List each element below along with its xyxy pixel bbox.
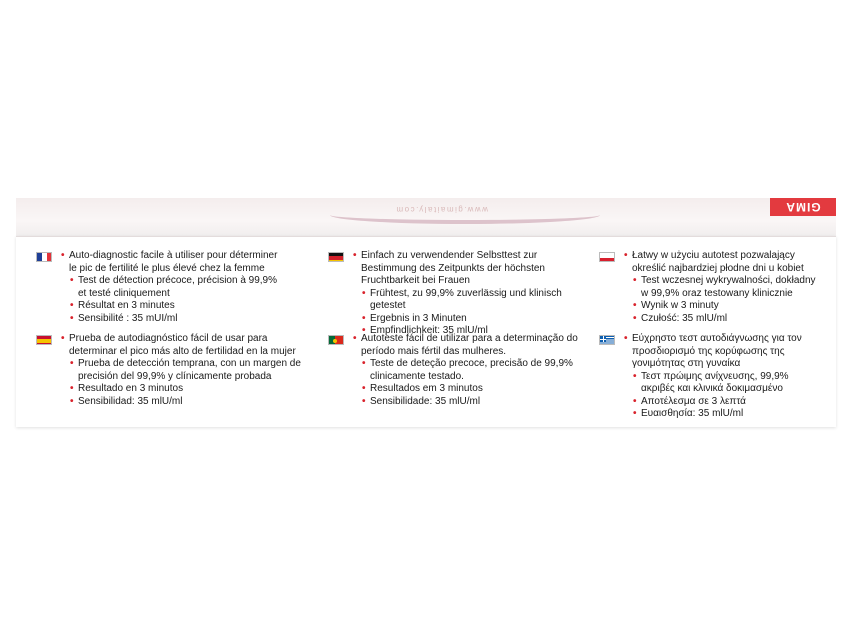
description-text: • Εύχρηστο τεστ αυτοδιάγνωσης για τον προσδιορισμό της κορύφωσης της γονιμότητας στη γυναίκα xyxy=(625,333,824,371)
sensitivity-text: • Sensibilidad: 35 mlU/ml xyxy=(62,396,316,409)
sensitivity-text: • Sensibilidade: 35 mlU/ml xyxy=(354,396,588,409)
package-side-panel xyxy=(16,236,836,427)
language-block-greek xyxy=(599,333,824,421)
language-block-polish xyxy=(599,250,824,325)
result-time-text: • Resultados em 3 minutos xyxy=(354,383,588,396)
sensitivity-text: • Sensibilité : 35 mUI/ml xyxy=(62,313,286,326)
accuracy-text: • Test de détection précoce, précision à 99,9% et testé cliniquement xyxy=(62,275,286,300)
language-block-french xyxy=(36,250,286,325)
accuracy-text: • Prueba de detección temprana, con un margen de precisión del 99,9% y clínicamente probada xyxy=(62,358,316,383)
result-time-text: • Résultat en 3 minutes xyxy=(62,300,286,313)
result-time-text: • Ergebnis in 3 Minuten xyxy=(354,313,578,326)
poland-flag xyxy=(599,252,615,262)
brand-logo: GIMA xyxy=(770,198,836,216)
language-block-spanish xyxy=(36,333,316,408)
sensitivity-text: • Empfindlichkeit: 35 mlU/ml xyxy=(354,325,578,338)
accuracy-text: • Frühtest, zu 99,9% zuverlässig und klinisch getestet xyxy=(354,288,578,313)
sensitivity-text: • Czułość: 35 mlU/ml xyxy=(625,313,824,326)
portugal-flag xyxy=(328,335,344,345)
greece-flag xyxy=(599,335,615,345)
description-text: • Łatwy w użyciu autotest pozwalający określić najbardziej płodne dni u kobiet xyxy=(625,250,824,275)
description-text: • Einfach zu verwendender Selbsttest zur Bestimmung des Zeitpunkts der höchsten Fruchtbarkeit bei Frauen xyxy=(354,250,578,288)
website-text: www.gimaitaly.com xyxy=(395,205,488,214)
accuracy-text: • Teste de deteção precoce, precisão de 99,9% clinicamente testado. xyxy=(354,358,588,383)
description-text: • Prueba de autodiagnóstico fácil de usar para determinar el pico más alto de fertilidad en la mujer xyxy=(62,333,316,358)
result-time-text: • Αποτέλεσμα σε 3 λεπτά xyxy=(625,396,824,409)
description-text: • Autoteste fácil de utilizar para a determinação do período mais fértil das mulheres. xyxy=(354,333,588,358)
language-block-portuguese xyxy=(328,333,588,408)
sensitivity-text: • Ευαισθησία: 35 mlU/ml xyxy=(625,408,824,421)
germany-flag xyxy=(328,252,344,262)
spain-flag xyxy=(36,335,52,345)
accuracy-text: • Τεστ πρώιμης ανίχνευσης, 99,9% ακριβές και κλινικά δοκιμασμένο xyxy=(625,371,824,396)
language-block-german xyxy=(328,250,578,338)
france-flag xyxy=(36,252,52,262)
accuracy-text: • Test wczesnej wykrywalności, dokładny w 99,9% oraz testowany klinicznie xyxy=(625,275,824,300)
result-time-text: • Wynik w 3 minuty xyxy=(625,300,824,313)
description-text: • Auto-diagnostic facile à utiliser pour déterminer le pic de fertilité le plus élevé chez la femme xyxy=(62,250,286,275)
result-time-text: • Resultado en 3 minutos xyxy=(62,383,316,396)
